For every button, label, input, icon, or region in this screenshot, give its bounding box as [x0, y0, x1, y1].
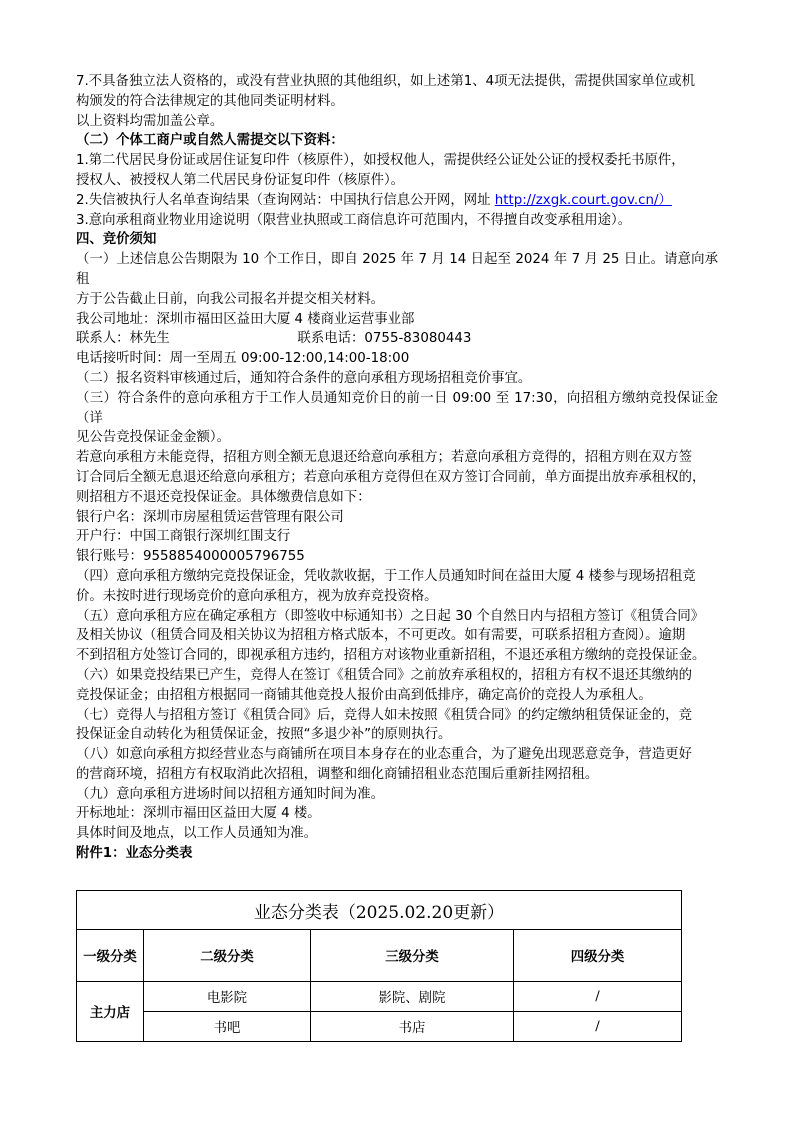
text-line [76, 508, 718, 528]
text-line [76, 626, 718, 646]
text-line-content: 我公司地址：深圳市福田区益田大厦 4 楼商业运营事业部 [76, 311, 415, 327]
text-line [76, 527, 718, 547]
text-line-content: （一）上述信息公告期限为 10 个工作日，即自 2025 年 7 月 14 日起至 2024 年 7 月 25 日止。请意向承租 [76, 252, 718, 287]
section-heading [76, 230, 718, 250]
text-line [76, 448, 718, 468]
text-line [76, 250, 718, 290]
document-body [76, 72, 718, 864]
text-line-content: （八）如意向承租方拟经营业态与商铺所在项目本身存在的业态重合，为了避免出现恶意竞争，营造更好 [76, 747, 692, 763]
text-line-content: 订合同后全额无息退还给意向承租方；若意向承租方竞得但在双方签订合同前，单方面提出放弃承租权的， [76, 469, 706, 485]
text-line [76, 92, 718, 112]
text-line-content: 开标地址：深圳市福田区益田大厦 4 楼。 [76, 806, 321, 822]
text-line [76, 804, 718, 824]
text-line-content: 授权人、被授权人第二代居民身份证复印件（核原件）。 [76, 172, 405, 188]
text-line [76, 666, 718, 686]
text-line [76, 112, 718, 132]
text-line-content: （二）报名资料审核通过后，通知符合条件的意向承租方现场招租竞价事宜。 [76, 370, 532, 386]
text-line-content: 银行户名：深圳市房屋租赁运营管理有限公司 [76, 509, 344, 525]
group-cell: 主力店 [77, 982, 144, 1042]
text-line-content: 7.不具备独立法人资格的，或没有营业执照的其他组织，如上述第1、4项无法提供，需提供国家单位或机 [76, 74, 695, 89]
text-line-content: 见公告竞投保证金金额）。 [76, 430, 230, 446]
table-cell: 电影院 [144, 982, 311, 1012]
text-line-content: （三）符合条件的意向承租方于工作人员通知竞价日的前一日 09:00 至 17:30，向招租方缴纳竞投保证金（详 [76, 390, 718, 426]
text-line-content: （五）意向承租方应在确定承租方（即签收中标通知书）之日起 30 个自然日内与招租方签订《租赁合同》 [76, 608, 705, 624]
header-level-1: 一级分类 [77, 930, 144, 982]
text-line [76, 211, 718, 231]
text-line-content: 以上资料均需加盖公章。 [76, 113, 224, 129]
text-line-content: 价。未按时进行现场竞价的意向承租方，视为放弃竞投资格。 [76, 588, 438, 604]
text-line [76, 725, 718, 745]
text-line [76, 646, 718, 666]
header-level-2: 二级分类 [144, 930, 311, 982]
text-line-content: 的营商环境，招租方有权取消此次招租，调整和细化商铺招租业态范围后重新挂网招租。 [76, 766, 599, 782]
text-line-content: 2.失信被执行人名单查询结果（查询网站：中国执行信息公开网，网址 [76, 192, 495, 208]
text-line-content: 具体时间及地点，以工作人员通知为准。 [76, 826, 318, 842]
table-cell: / [514, 982, 682, 1012]
text-line [76, 171, 718, 191]
text-line-content: 方于公告截止日前，向我公司报名并提交相关材料。 [76, 291, 384, 307]
text-line-content: 开户行：中国工商银行深圳红围支行 [76, 529, 291, 545]
text-line-content: （二）个体工商户或自然人需提交以下资料： [76, 133, 344, 149]
table-cell: 书店 [311, 1012, 514, 1042]
text-line-content: 构颁发的符合法律规定的其他同类证明材料。 [76, 93, 344, 109]
text-line-content: 不到招租方处签订合同的，即视承租方违约，招租方对该物业重新招租，不退还承租方缴纳的竞投保证金。 [76, 648, 706, 664]
text-line [76, 329, 718, 349]
text-line [76, 706, 718, 726]
text-line-content: 附件1：业态分类表 [76, 846, 193, 862]
text-line [76, 765, 718, 785]
text-line-content: 电话接听时间：周一至周五 09:00-12:00,14:00-18:00 [76, 351, 410, 367]
text-line-content: （四）意向承租方缴纳完竞投保证金，凭收款收据，于工作人员通知时间在益田大厦 4 楼参与现场招租竞 [76, 568, 696, 584]
text-line-content: 1.第二代居民身份证或居住证复印件（核原件），如授权他人，需提供经公证处公证的授权委托书原件， [76, 153, 685, 169]
text-line [76, 488, 718, 508]
text-line-content: 四、竞价须知 [76, 232, 157, 248]
zxgk-link[interactable]: http://zxgk.court.gov.cn/） [494, 192, 672, 208]
text-line [76, 785, 718, 805]
text-line-content: 则招租方不退还竞投保证金。具体缴费信息如下： [76, 489, 371, 505]
text-line [76, 428, 718, 448]
text-line [76, 547, 718, 567]
text-line [76, 349, 718, 369]
text-line-content: 若意向承租方未能竞得，招租方则全额无息退还给意向承租方；若意向承租方竞得的，招租方则在双方签 [76, 450, 692, 466]
table-cell: 影院、剧院 [311, 982, 514, 1012]
text-line-content: 联系人：林先生 联系电话：0755-83080443 [76, 331, 472, 347]
text-line [76, 607, 718, 627]
table-cell: / [514, 1012, 682, 1042]
text-line [76, 567, 718, 587]
text-line [76, 587, 718, 607]
text-line-content: 投保证金自动转化为租赁保证金，按照“多退少补”的原则执行。 [76, 727, 452, 743]
section-heading [76, 844, 718, 864]
text-line-content: 3.意向承租商业物业用途说明（限营业执照或工商信息许可范围内，不得擅自改变承租用途）。 [76, 212, 632, 228]
text-line-content: （九）意向承租方进场时间以招租方通知时间为准。 [76, 786, 384, 802]
text-line [76, 151, 718, 171]
header-level-4: 四级分类 [514, 930, 682, 982]
text-line [76, 824, 718, 844]
text-line [76, 468, 718, 488]
text-line [76, 369, 718, 389]
text-line [76, 191, 718, 211]
text-line [76, 389, 718, 429]
text-line-content: 银行账号：9558854000005796755 [76, 549, 305, 565]
section-heading [76, 131, 718, 151]
text-line-content: （六）如果竞投结果已产生，竞得人在签订《租赁合同》之前放弃承租权的，招租方有权不退还其缴纳的 [76, 667, 692, 683]
category-table [76, 890, 682, 1042]
text-line [76, 745, 718, 765]
header-level-3: 三级分类 [311, 930, 514, 982]
text-line-content: 竞投保证金；由招租方根据同一商铺其他竞投人报价由高到低排序，确定高价的竞投人为承租人。 [76, 687, 652, 703]
text-line [76, 290, 718, 310]
table-cell: 书吧 [144, 1012, 311, 1042]
text-line-content: （七）竞得人与招租方签订《租赁合同》后，竞得人如未按照《租赁合同》的约定缴纳租赁保证金的，竞 [76, 707, 692, 723]
text-line-content: 及相关协议（租赁合同及相关协议为招租方格式版本，不可更改。如有需要，可联系招租方查阅）。逾期 [76, 628, 686, 644]
table-title: 业态分类表（2025.02.20更新） [77, 891, 682, 930]
text-line [76, 72, 718, 92]
text-line [76, 686, 718, 706]
text-line [76, 310, 718, 330]
